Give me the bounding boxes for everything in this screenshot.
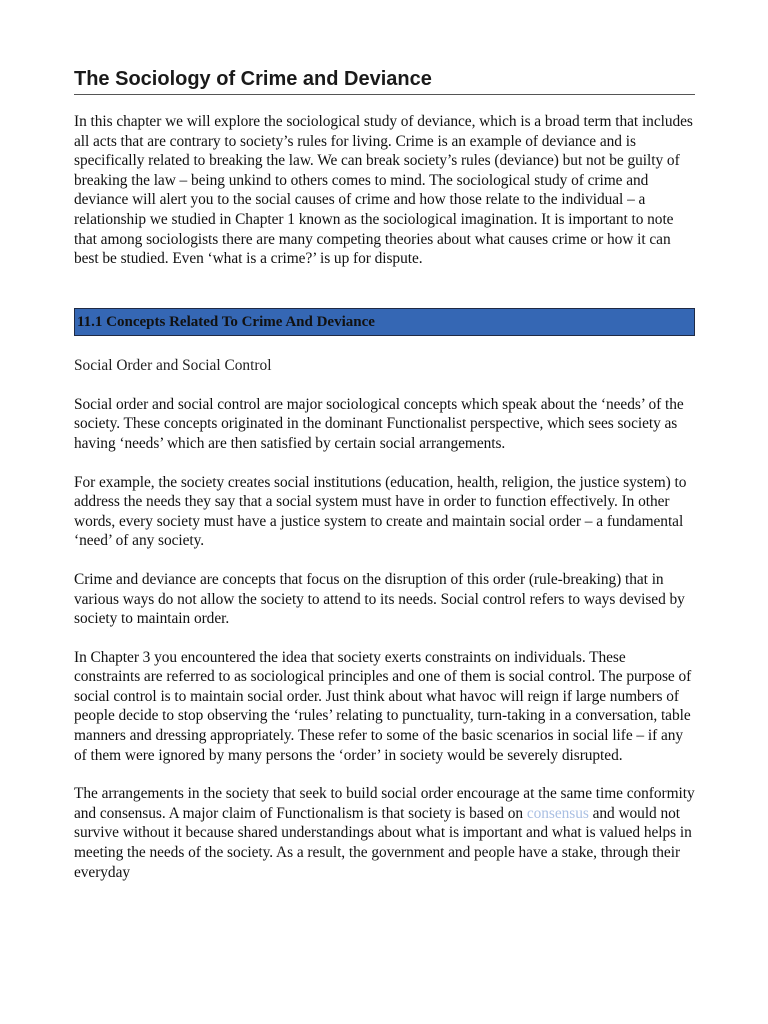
section-heading-bar (74, 308, 695, 336)
text-before-link: The arrangements in the society that seek to build social order encourage at the same time conformity and consensus. A major claim of Functionalism is that society is based on (74, 785, 695, 822)
body-paragraph-last (74, 784, 695, 882)
body-paragraph: In Chapter 3 you encountered the idea that society exerts constraints on individuals. These constraints are referred to as sociological principles and one of them is social control. The purpose of social control is to maintain social order. Just think about what havoc will reign if large numbers of people decide to stop observing the ‘rules’ relating to punctuality, turn-taking in a conversation, table manners and dressing appropriately. These refer to some of the basic scenarios in social life – if any of them were ignored by many persons the ‘order’ in society would be severely disrupted. (74, 648, 692, 764)
section-heading: 11.1 Concepts Related To Crime And Deviance (77, 313, 375, 330)
intro-paragraph: In this chapter we will explore the sociological study of deviance, which is a broad term that includes all acts that are contrary to society’s rules for living. Crime is an example of deviance and is specifically related to breaking the law. We can break society’s rules (deviance) but not be guilty of breaking the law – being unkind to others comes to mind. The sociological study of crime and deviance will alert you to the social causes of crime and how those relate to the individual – a relationship we studied in Chapter 1 known as the sociological imagination. It is important to note that among sociologists there are many competing theories about what causes crime or how it can best be studied. Even ‘what is a crime?’ is up for dispute. (74, 113, 693, 268)
body-paragraph: Crime and deviance are concepts that focus on the disruption of this order (rule-breaking) that in various ways do not allow the society to attend to its needs. Social control refers to ways devised by society to maintain order. (74, 570, 685, 628)
consensus-link[interactable]: consensus (526, 804, 589, 822)
document-page (74, 66, 695, 882)
body-paragraph: For example, the society creates social institutions (education, health, religion, the justice system) to address the needs they say that a social system must have in order to function effectively. In other words, every society must have a justice system to create and maintain social order – a fundamental ‘need’ of any society. (74, 473, 687, 550)
text-after-link: and would not survive without it because shared understandings about what is important and what is valued helps in meeting the needs of the society. As a result, the government and people have a stake, through their everyday (74, 804, 692, 881)
subheading: Social Order and Social Control (74, 356, 272, 374)
document-title: The Sociology of Crime and Deviance (74, 66, 695, 95)
body-paragraph: Social order and social control are major sociological concepts which speak about the ‘needs’ of the society. These concepts originated in the dominant Functionalist perspective, which sees society as having ‘needs’ which are then satisfied by certain social arrangements. (74, 395, 684, 452)
